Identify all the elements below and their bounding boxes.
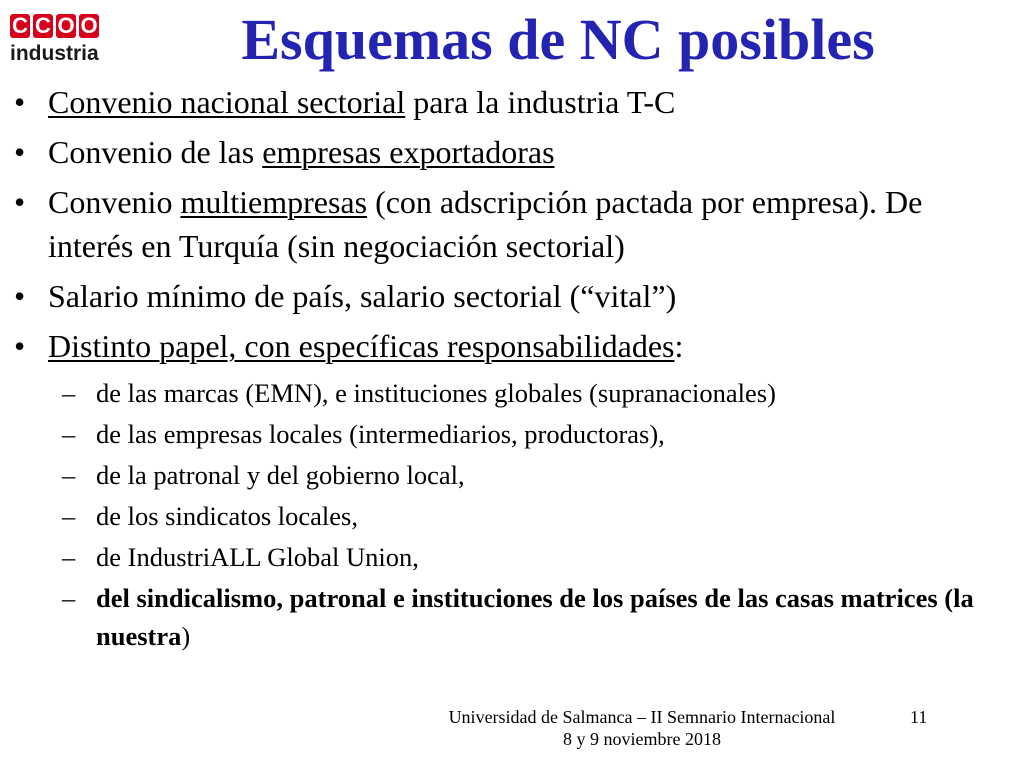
bullet-marker: • bbox=[14, 134, 26, 170]
bullet-text: de las marcas (EMN), e instituciones globales (supranacionales) bbox=[96, 378, 776, 408]
bullet-item bbox=[0, 130, 1024, 174]
footer bbox=[412, 706, 872, 750]
bullet-item bbox=[0, 180, 1024, 268]
bullet-text: para la industria T-C bbox=[405, 84, 676, 120]
bullet-text: Salario mínimo de país, salario sectorial (“vital”) bbox=[48, 278, 677, 314]
footer-line-1: Universidad de Salmanca – II Semnario Internacional bbox=[448, 707, 836, 727]
footer-line-2: 8 y 9 noviembre 2018 bbox=[563, 729, 721, 749]
bullet-marker: • bbox=[14, 278, 26, 314]
bullet-marker: – bbox=[62, 419, 76, 449]
bullet-marker: – bbox=[62, 583, 76, 613]
bullet-marker: – bbox=[62, 501, 76, 531]
slide-content bbox=[0, 80, 1024, 658]
bullet-marker: • bbox=[14, 184, 26, 220]
logo-wordmark: industria bbox=[10, 42, 99, 65]
bullet-text: de los sindicatos locales, bbox=[96, 501, 358, 531]
bullet-text: de las empresas locales (intermediarios, productoras), bbox=[96, 419, 665, 449]
logo-letter: O bbox=[80, 13, 98, 38]
bullet-text: Convenio de las bbox=[48, 134, 263, 170]
bullet-text: empresas exportadoras bbox=[262, 134, 555, 170]
sub-bullet-item bbox=[0, 374, 1024, 412]
bullet-text: Convenio nacional sectorial bbox=[48, 84, 406, 120]
sub-bullet-item bbox=[0, 415, 1024, 453]
bullet-text: de la patronal y del gobierno local, bbox=[96, 460, 465, 490]
bullet-marker: • bbox=[14, 84, 26, 120]
bullet-text: Convenio bbox=[48, 184, 181, 220]
page-number: 11 bbox=[910, 707, 928, 727]
bullet-marker: – bbox=[62, 378, 76, 408]
bullet-text: (con adscripción pactada por empresa). De interés en Turquía (sin negociación sectorial) bbox=[48, 184, 923, 264]
bullet-text: Distinto papel, con específicas responsabilidades bbox=[48, 328, 675, 364]
logo-letter: O bbox=[57, 13, 75, 38]
sub-bullet-list bbox=[0, 374, 1024, 655]
sub-bullet-item bbox=[0, 497, 1024, 535]
bullet-marker: – bbox=[62, 460, 76, 490]
bullet-text: de IndustriALL Global Union, bbox=[96, 542, 419, 572]
bullet-text: del sindicalismo, patronal e instituciones de los países de las casas matrices (la nuestra bbox=[96, 583, 974, 651]
bullet-text: multiempresas bbox=[180, 184, 368, 220]
logo-letter: C bbox=[33, 14, 53, 38]
slide-title: Esquemas de NC posibles bbox=[241, 7, 875, 72]
logo-letter: C bbox=[10, 14, 30, 38]
bullet-text: : bbox=[674, 328, 684, 364]
bullet-item bbox=[0, 324, 1024, 368]
bullet-list bbox=[0, 80, 1024, 368]
sub-bullet-item bbox=[0, 538, 1024, 576]
bullet-marker: • bbox=[14, 328, 26, 364]
bullet-marker: – bbox=[62, 542, 76, 572]
sub-bullet-item bbox=[0, 579, 1024, 655]
bullet-item bbox=[0, 80, 1024, 124]
bullet-text: ) bbox=[181, 621, 191, 651]
sub-bullet-item bbox=[0, 456, 1024, 494]
bullet-item bbox=[0, 274, 1024, 318]
